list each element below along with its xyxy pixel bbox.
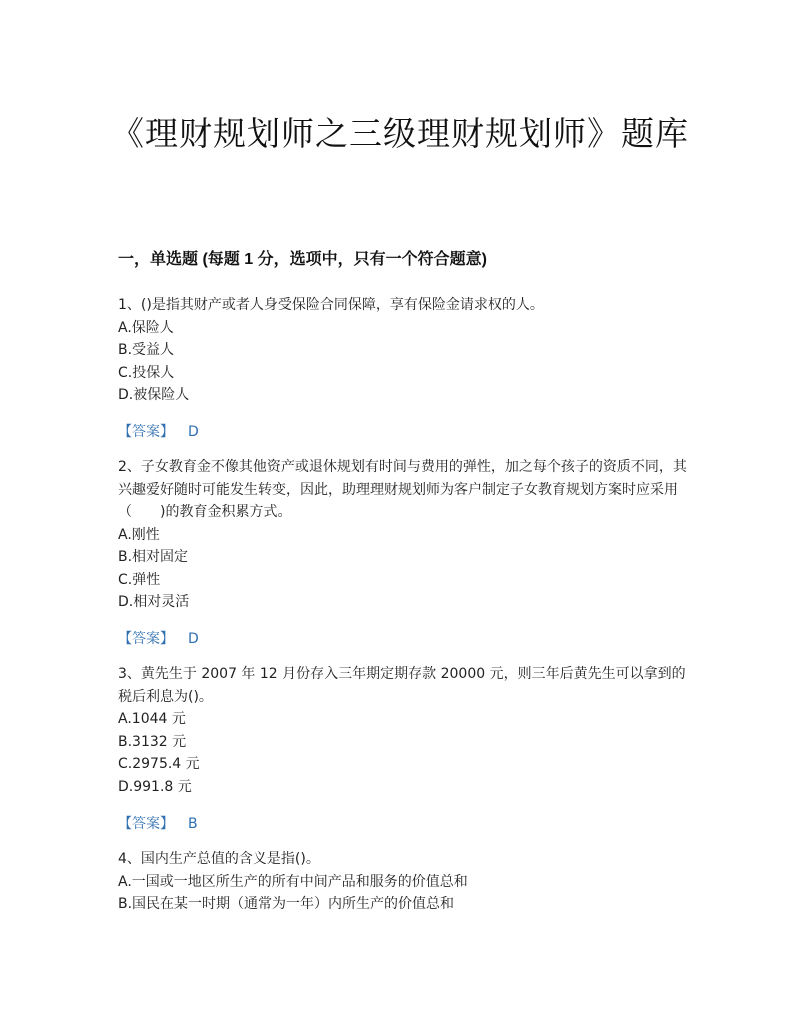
- document-title: 《理财规划师之三级理财规划师》题库: [111, 114, 689, 153]
- option-a: A.保险人: [118, 319, 174, 336]
- answer-label: 【答案】: [118, 631, 174, 647]
- question-stem: 1、()是指其财产或者人身受保险合同保障，享有保险金请求权的人。: [118, 297, 544, 313]
- question-4: [118, 848, 688, 916]
- answer-label: 【答案】: [118, 424, 174, 440]
- option-a: A.一国或一地区所生产的所有中间产品和服务的价值总和: [118, 873, 468, 890]
- option-a: A.刚性: [118, 526, 160, 543]
- question-stem: 2、子女教育金不像其他资产或退休规划有时间与费用的弹性，加之每个孩子的资质不同，其兴趣爱好随时可能发生转变，因此，助理理财规划师为客户制定子女教育规划方案时应采用（ )的教育金积累方式。: [118, 459, 687, 520]
- answer-value: B: [188, 816, 198, 832]
- answer-label: 【答案】: [118, 816, 174, 832]
- answer-value: D: [188, 631, 199, 647]
- option-b: B.相对固定: [118, 549, 189, 565]
- option-d: D.991.8 元: [118, 778, 192, 795]
- question-3: [118, 663, 688, 798]
- option-b: B.受益人: [118, 342, 175, 358]
- section-heading: 一，单选题 (每题 1 分，选项中，只有一个符合题意): [118, 251, 487, 268]
- option-c: C.弹性: [118, 571, 161, 588]
- option-d: D.相对灵活: [118, 594, 190, 610]
- option-c: C.投保人: [118, 364, 175, 381]
- question-1: [118, 294, 688, 407]
- option-c: C.2975.4 元: [118, 756, 200, 772]
- answer-value: D: [188, 424, 199, 440]
- answer-3: [118, 813, 198, 833]
- question-stem: 4、国内生产总值的含义是指()。: [118, 851, 320, 867]
- answer-1: [118, 421, 199, 441]
- question-stem: 3、黄先生于 2007 年 12 月份存入三年期定期存款 20000 元，则三年后黄先生可以拿到的税后利息为()。: [118, 666, 686, 705]
- answer-2: [118, 628, 199, 648]
- option-b: B.3132 元: [118, 733, 187, 750]
- question-2: [118, 456, 688, 614]
- option-d: D.被保险人: [118, 387, 190, 403]
- option-a: A.1044 元: [118, 711, 186, 727]
- option-b: B.国民在某一时期（通常为一年）内所生产的价值总和: [118, 896, 455, 912]
